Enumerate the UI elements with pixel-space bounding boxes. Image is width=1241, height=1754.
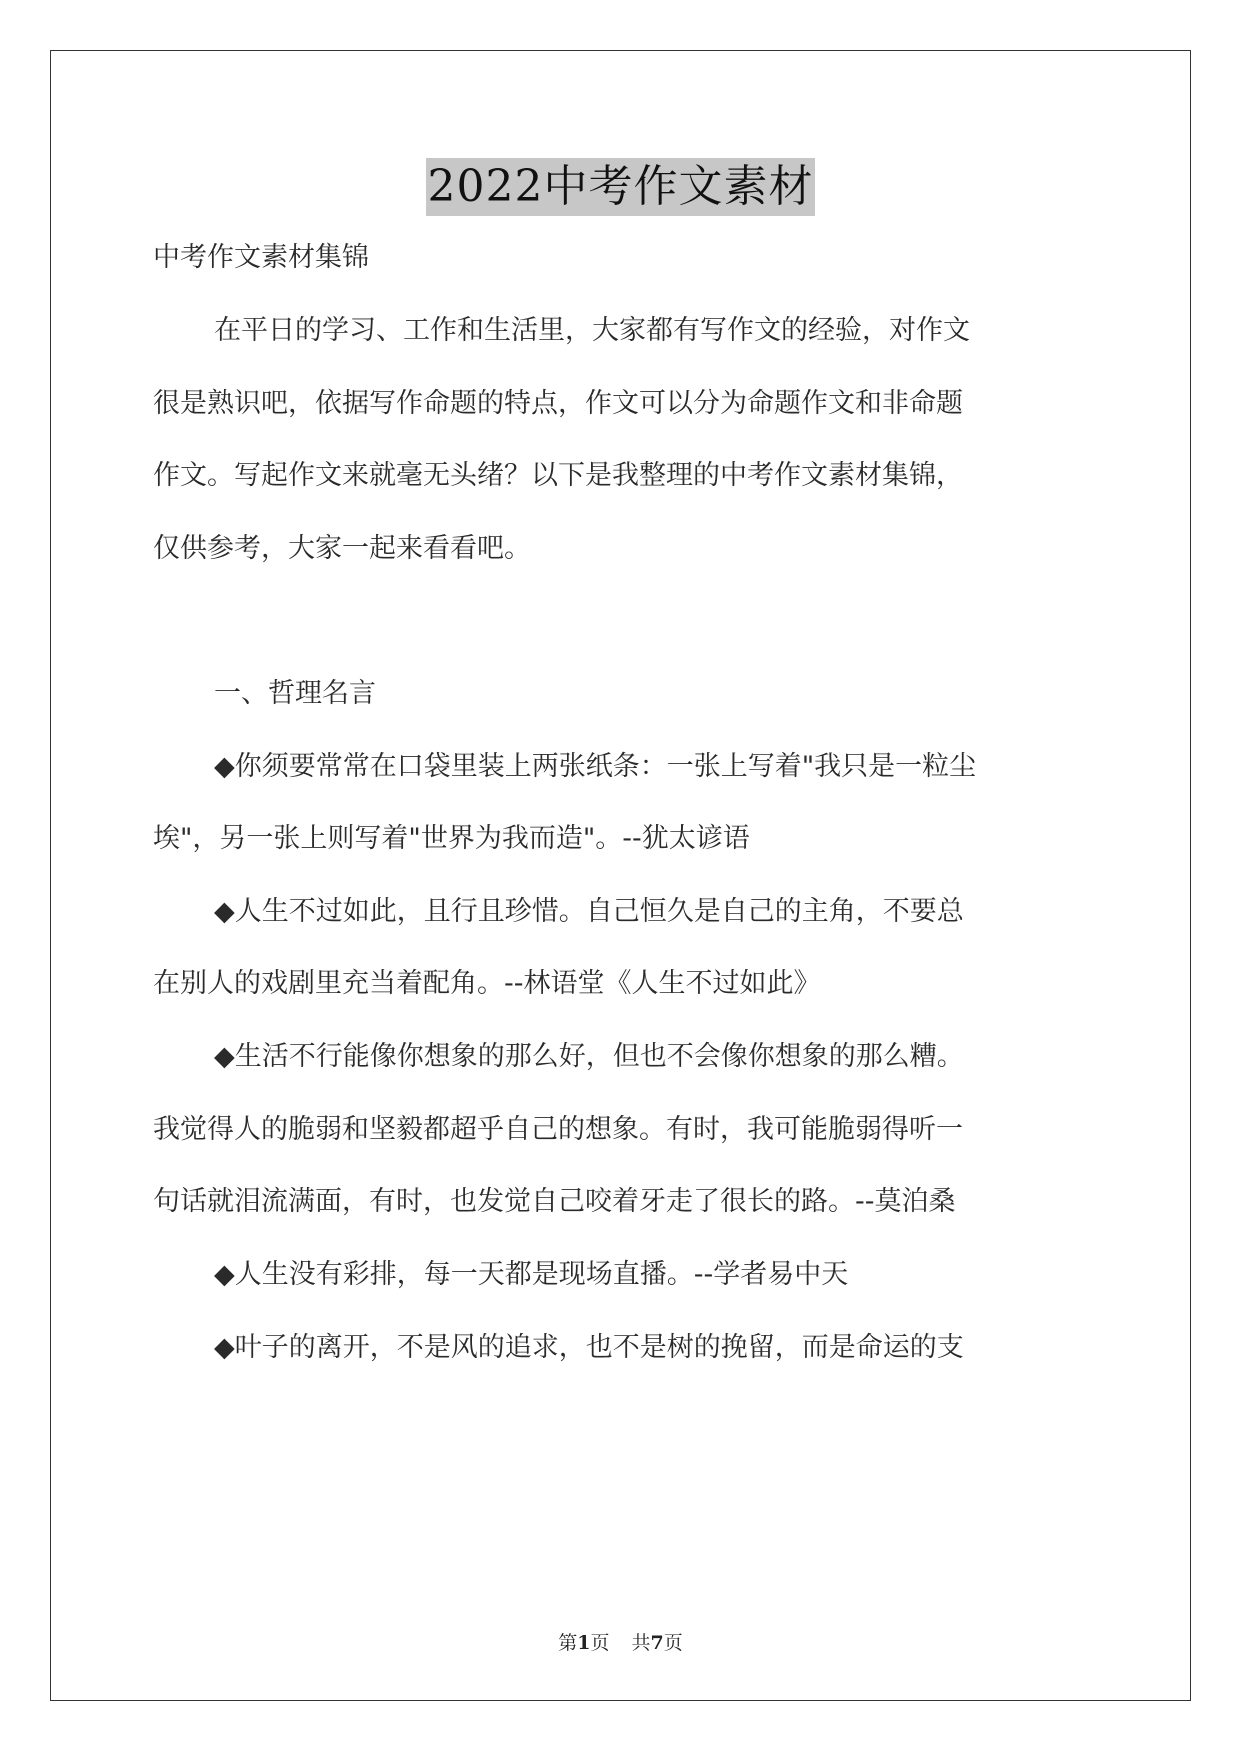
- quote-line: ◆人生没有彩排，每一天都是现场直播。--学者易中天: [214, 1259, 849, 1290]
- page-prefix: 第: [558, 1632, 578, 1654]
- total-prefix: 共: [631, 1632, 651, 1654]
- quote-line: ◆叶子的离开，不是风的追求，也不是树的挽留，而是命运的支: [214, 1332, 964, 1363]
- page-border: [50, 50, 1191, 1701]
- quote-line: 我觉得人的脆弱和坚毅都超乎自己的想象。有时，我可能脆弱得听一: [153, 1114, 963, 1145]
- page-number: 1: [577, 1632, 591, 1654]
- paragraph-line: 作文。写起作文来就毫无头绪？以下是我整理的中考作文素材集锦，: [153, 460, 963, 491]
- paragraph-line: 在平日的学习、工作和生活里，大家都有写作文的经验，对作文: [214, 315, 970, 346]
- quote-line: 埃"，另一张上则写着"世界为我而造"。--犹太谚语: [153, 823, 750, 854]
- total-pages: 7: [650, 1632, 664, 1654]
- quote-line: 句话就泪流满面，有时，也发觉自己咬着牙走了很长的路。--莫泊桑: [153, 1186, 956, 1217]
- total-suffix: 页: [663, 1632, 683, 1654]
- section-heading: 一、哲理名言: [214, 678, 376, 709]
- paragraph-line: 很是熟识吧，依据写作命题的特点，作文可以分为命题作文和非命题: [153, 388, 963, 419]
- document-title: 2022中考作文素材: [426, 158, 816, 216]
- quote-line: ◆人生不过如此，且行且珍惜。自己恒久是自己的主角，不要总: [214, 896, 964, 927]
- quote-line: 在别人的戏剧里充当着配角。--林语堂《人生不过如此》: [153, 968, 821, 999]
- quote-line: ◆你须要常常在口袋里装上两张纸条：一张上写着"我只是一粒尘: [214, 751, 977, 782]
- page-suffix: 页: [590, 1632, 610, 1654]
- paragraph-line: 仅供参考，大家一起来看看吧。: [153, 533, 531, 564]
- page-footer: [0, 1628, 1241, 1655]
- document-subtitle: 中考作文素材集锦: [153, 242, 369, 273]
- quote-line: ◆生活不行能像你想象的那么好，但也不会像你想象的那么糟。: [214, 1041, 964, 1072]
- document-title-wrap: [0, 158, 1241, 216]
